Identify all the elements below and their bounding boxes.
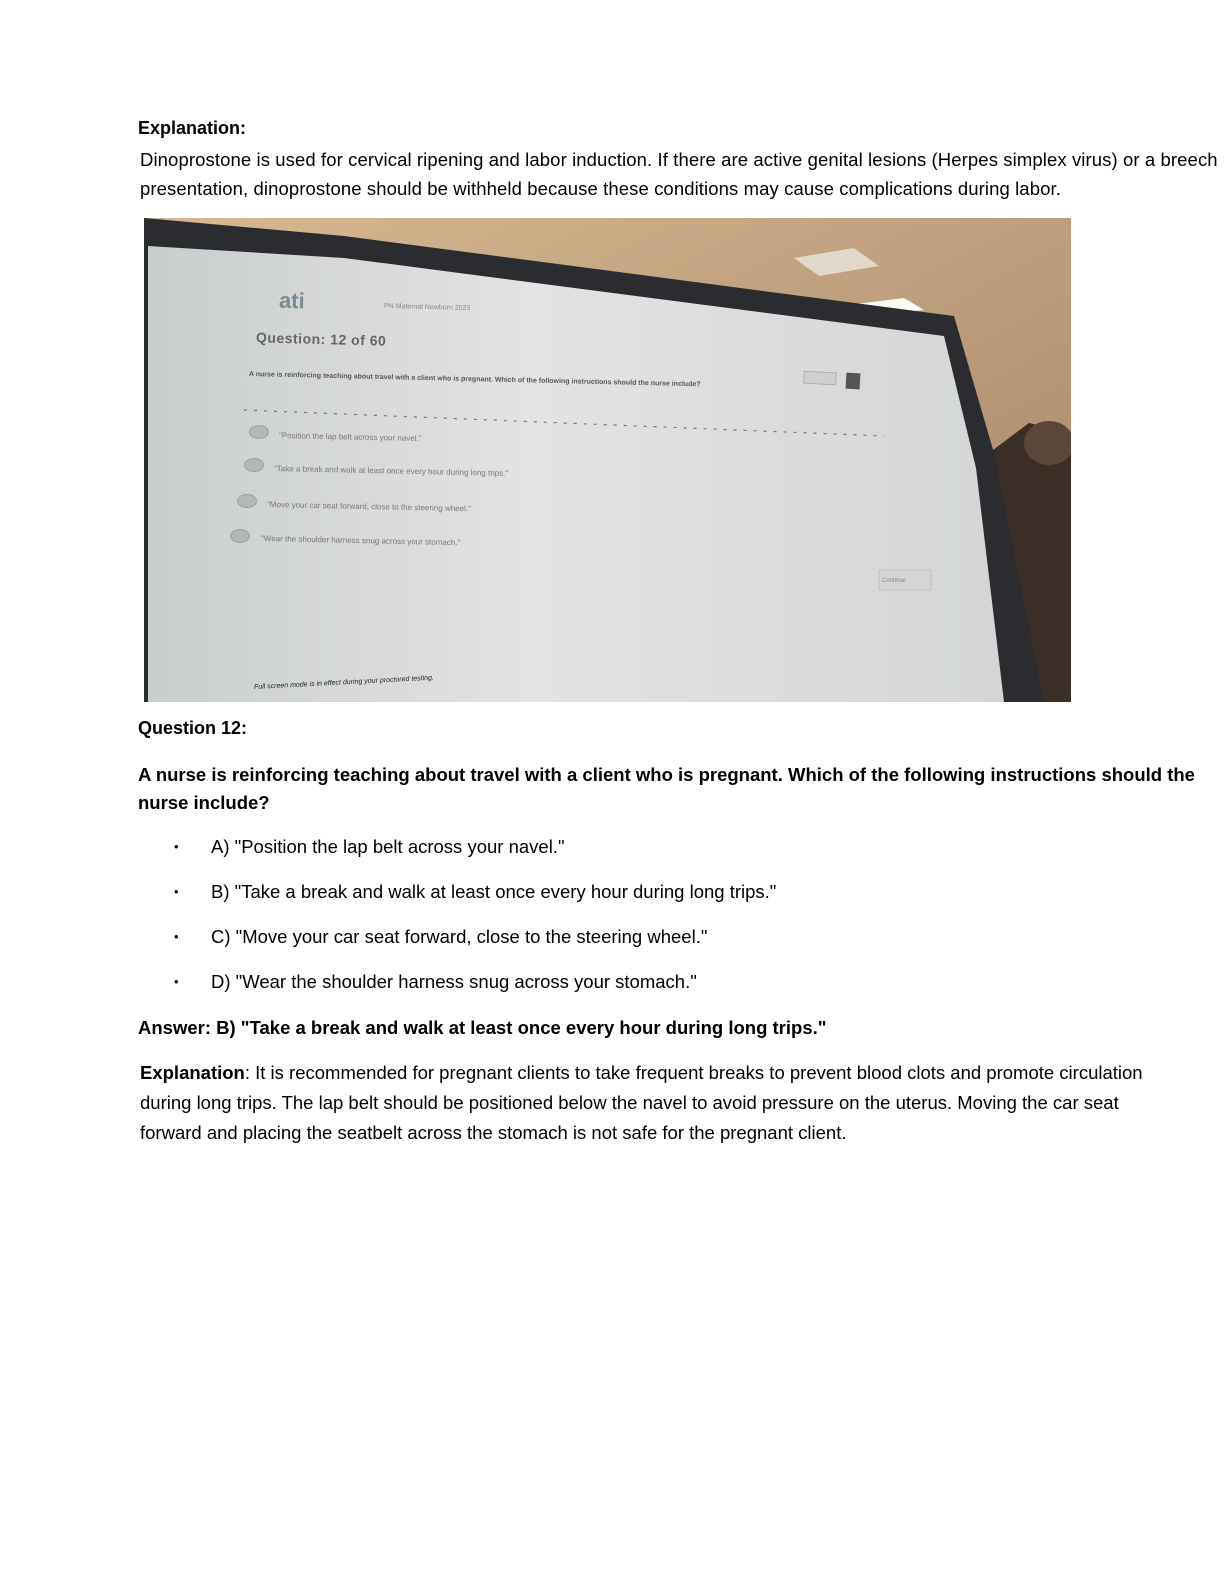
explanation-paragraph bbox=[140, 1058, 1150, 1148]
explanation-text: : It is recommended for pregnant clients to take frequent breaks to prevent blood clots and promote circulation during long trips. The lap belt should be positioned below the navel to avoid pressure on the uterus. Moving the car seat forward and placing the seatbelt across the stomach is not safe for the pregnant client. bbox=[140, 1062, 1143, 1143]
explanation-label: Explanation bbox=[140, 1062, 245, 1083]
question-counter: Question: 12 of 60 bbox=[255, 329, 387, 349]
photo-question-stem: A nurse is reinforcing teaching about travel with a client who is pregnant. Which of the following instructions should the nurse include? bbox=[248, 371, 701, 389]
question-stem: A nurse is reinforcing teaching about travel with a client who is pregnant. Which of the following instructions should the nurse include? bbox=[138, 764, 1195, 813]
bullet-icon: • bbox=[174, 974, 179, 989]
option-b bbox=[170, 877, 1170, 922]
continue-button[interactable]: Continue bbox=[882, 578, 907, 584]
proctor-footer: Full screen mode is in effect during your proctored testing. bbox=[253, 674, 435, 691]
option-c bbox=[170, 922, 1170, 967]
bullet-icon: • bbox=[174, 929, 179, 944]
option-d bbox=[170, 967, 1170, 1012]
answer-line: Answer: B) "Take a break and walk at least once every hour during long trips." bbox=[138, 1017, 827, 1038]
exam-name: PN Maternal Newborn 2023 bbox=[383, 302, 471, 313]
photo-option-b: "Take a break and walk at least once every hour during long trips." bbox=[273, 464, 509, 478]
previous-explanation-text: Dinoprostone is used for cervical ripening and labor induction. If there are active genital lesions (Herpes simplex virus) or a breech presentation, dinoprostone should be withheld because these conditions may cause complications during labor. bbox=[140, 149, 1218, 199]
bullet-icon: • bbox=[174, 884, 179, 899]
radio-option-d[interactable] bbox=[230, 529, 250, 543]
exam-screen-photo bbox=[144, 218, 1071, 702]
radio-option-b[interactable] bbox=[244, 458, 264, 472]
option-a-text: A) "Position the lap belt across your navel." bbox=[211, 836, 565, 857]
option-c-text: C) "Move your car seat forward, close to the steering wheel." bbox=[211, 926, 708, 947]
option-b-text: B) "Take a break and walk at least once every hour during long trips." bbox=[211, 881, 777, 902]
photo-option-d: "Wear the shoulder harness snug across your stomach." bbox=[260, 534, 461, 548]
previous-explanation-title: Explanation: bbox=[138, 118, 247, 138]
option-d-text: D) "Wear the shoulder harness snug across your stomach." bbox=[211, 971, 697, 992]
bullet-icon: • bbox=[174, 839, 179, 854]
question-title: Question 12: bbox=[138, 718, 248, 738]
photo-option-c: "Move your car seat forward, close to the steering wheel." bbox=[266, 500, 472, 514]
ati-logo: ati bbox=[278, 287, 306, 314]
answer-options-list bbox=[170, 832, 1170, 1012]
radio-option-a[interactable] bbox=[249, 425, 269, 439]
radio-option-c[interactable] bbox=[237, 494, 257, 508]
option-a bbox=[170, 832, 1170, 877]
photo-option-a: "Position the lap belt across your navel." bbox=[278, 431, 422, 443]
